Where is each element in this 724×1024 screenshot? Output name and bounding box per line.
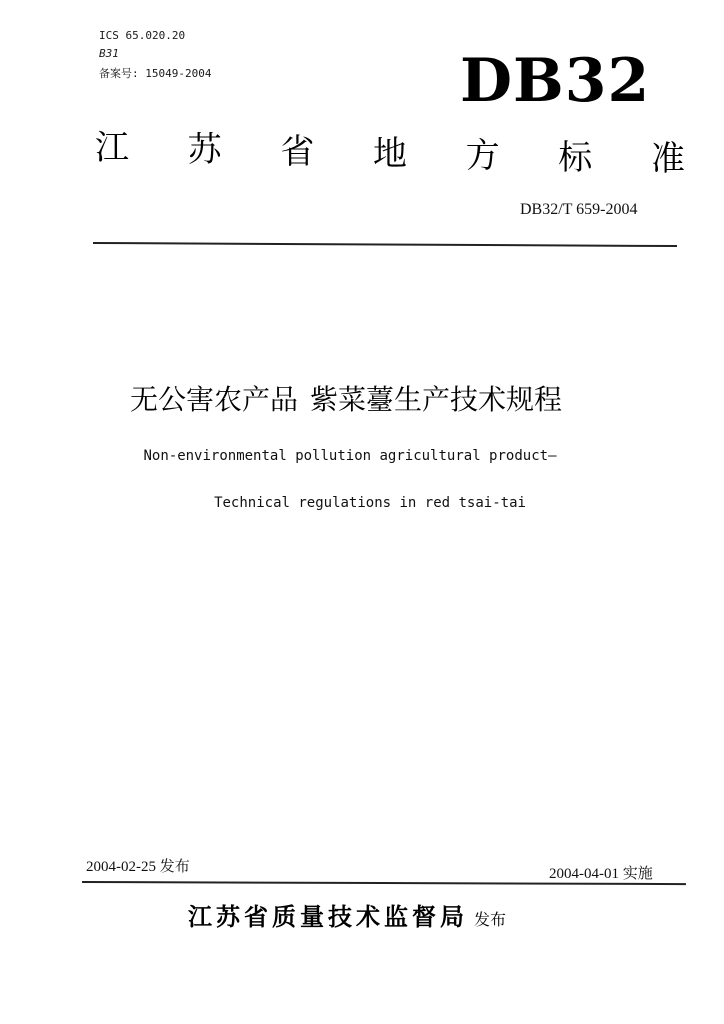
effective-date: 2004-04-01 实施 <box>549 866 653 882</box>
standard-type-char: 苏 <box>187 130 222 170</box>
standard-type-char: 江 <box>95 128 129 168</box>
standard-number: DB32/T 659-2004 <box>520 201 638 218</box>
standard-type-char: 方 <box>465 136 500 176</box>
issuer-name: 江苏省质量技术监督局 <box>188 903 468 931</box>
english-title-line2: Technical regulations in red tsai-tai <box>214 495 526 511</box>
issuer <box>188 900 506 934</box>
document-title-part2: 紫菜薹生产技术规程 <box>310 383 563 416</box>
standard-type-char: 标 <box>558 138 593 178</box>
classification-code: B31 <box>99 47 119 60</box>
record-number: 备案号: 15049-2004 <box>99 67 212 80</box>
document-title-part1: 无公害农产品 <box>130 383 299 416</box>
standard-type-heading <box>95 126 685 181</box>
standard-type-char: 省 <box>280 132 315 172</box>
ics-code: ICS 65.020.20 <box>99 29 186 42</box>
issuer-action: 发布 <box>474 910 507 929</box>
document-title <box>130 381 562 419</box>
publish-date: 2004-02-25 发布 <box>86 859 190 875</box>
db-mark: DB32 <box>460 46 651 116</box>
standard-type-char: 地 <box>372 134 407 174</box>
standard-type-char: 准 <box>650 139 685 179</box>
english-title-line1: Non-environmental pollution agricultural product— <box>143 448 557 464</box>
header-divider <box>93 242 677 247</box>
